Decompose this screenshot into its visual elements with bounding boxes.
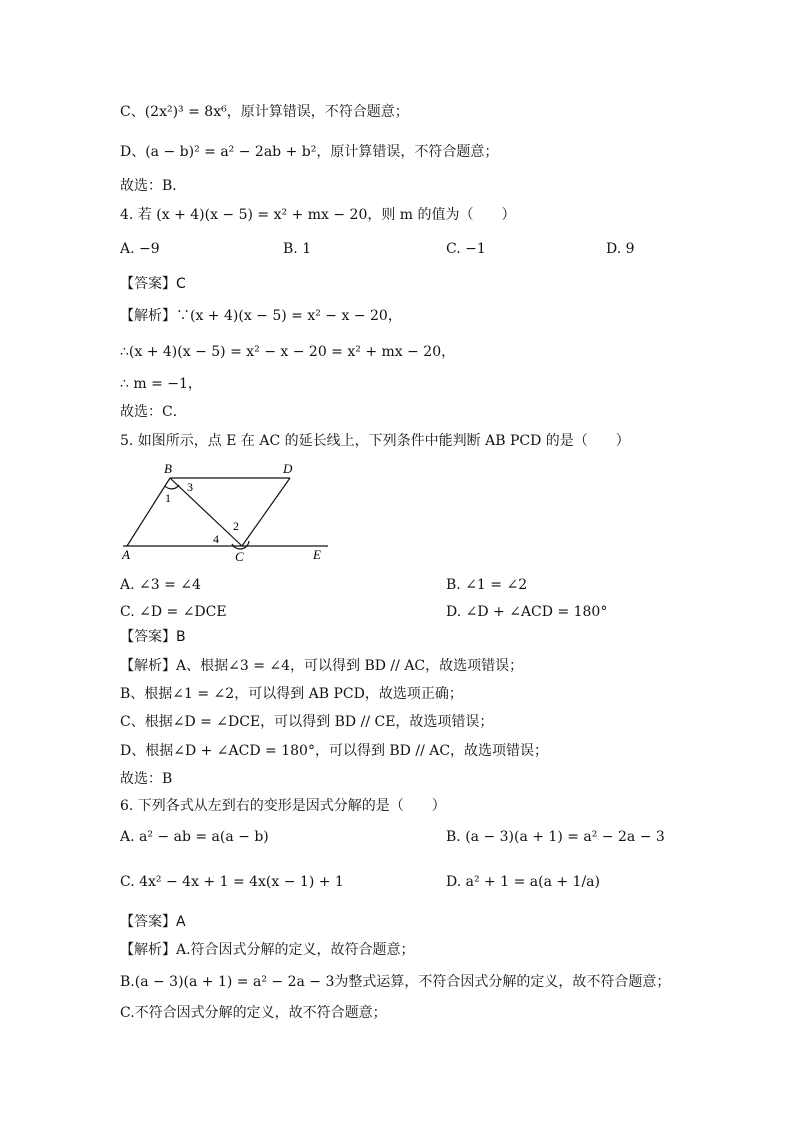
q5-choice: 故选：B xyxy=(120,771,173,787)
q4-explanation-2: ∴(x + 4)(x − 5) = x² − x − 20 = x² + mx − 20， xyxy=(120,344,456,360)
prev-option-d: D、(a − b)² = a² − 2ab + b²，原计算错误，不符合题意； xyxy=(120,144,499,160)
prev-choice: 故选：B． xyxy=(120,178,187,194)
q4-option-a: A. −9 xyxy=(120,241,160,257)
q4-option-b: B. 1 xyxy=(283,241,312,257)
q5-option-d: D. ∠D + ∠ACD = 180° xyxy=(446,604,608,620)
geometry-figure xyxy=(118,458,338,566)
q6-answer: 【答案】A xyxy=(120,914,186,930)
label-b: B xyxy=(164,461,172,476)
label-angle-3: 3 xyxy=(187,480,193,494)
question-4: 4. 若 (x + 4)(x − 5) = x² + mx − 20，则 m 的值为（ ） xyxy=(120,207,516,223)
q4-option-d: D. 9 xyxy=(606,241,635,257)
q5-explanation-1: 【解析】A、根据∠3 = ∠4，可以得到 BD // AC，故选项错误； xyxy=(120,658,524,674)
q6-explanation-1: 【解析】A.符合因式分解的定义，故符合题意； xyxy=(120,942,415,958)
q6-option-d: D. a² + 1 = a(a + 1/a) xyxy=(446,874,600,890)
q5-option-a: A. ∠3 = ∠4 xyxy=(120,577,201,593)
q5-explanation-2: B、根据∠1 = ∠2，可以得到 AB PCD，故选项正确； xyxy=(120,686,463,702)
q4-option-c: C. −1 xyxy=(446,241,486,257)
label-angle-2: 2 xyxy=(233,519,239,533)
q4-explanation-1: 【解析】∵(x + 4)(x − 5) = x² − x − 20， xyxy=(120,308,402,324)
q5-explanation-4: D、根据∠D + ∠ACD = 180°，可以得到 BD // AC，故选项错误； xyxy=(120,743,549,759)
label-d: D xyxy=(283,461,293,476)
q5-option-b: B. ∠1 = ∠2 xyxy=(446,577,528,593)
label-a: A xyxy=(122,547,130,562)
q5-explanation-3: C、根据∠D = ∠DCE，可以得到 BD // CE，故选项错误； xyxy=(120,714,494,730)
question-6: 6. 下列各式从左到右的变形是因式分解的是（ ） xyxy=(120,798,446,814)
label-e: E xyxy=(313,547,321,562)
q6-explanation-3: C.不符合因式分解的定义，故不符合题意； xyxy=(120,1005,387,1021)
q6-option-b: B. (a − 3)(a + 1) = a² − 2a − 3 xyxy=(446,829,665,845)
angle-arc-b xyxy=(165,485,179,489)
q4-choice: 故选：C． xyxy=(120,404,187,420)
q6-option-a: A. a² − ab = a(a − b) xyxy=(120,829,269,845)
segment-ab xyxy=(127,478,170,546)
label-angle-4: 4 xyxy=(213,532,219,546)
segment-dc xyxy=(242,478,290,546)
label-angle-1: 1 xyxy=(165,491,171,505)
segment-bc xyxy=(170,478,242,546)
prev-option-c: C、(2x²)³ = 8x⁶，原计算错误，不符合题意； xyxy=(120,104,409,120)
q5-option-c: C. ∠D = ∠DCE xyxy=(120,604,227,620)
question-5: 5. 如图所示，点 E 在 AC 的延长线上，下列条件中能判断 AB PCD 的是（ ） xyxy=(120,433,630,449)
q6-option-c: C. 4x² − 4x + 1 = 4x(x − 1) + 1 xyxy=(120,874,344,890)
label-c: C xyxy=(235,549,244,564)
q5-answer: 【答案】B xyxy=(120,629,186,645)
q6-explanation-2: B.(a − 3)(a + 1) = a² − 2a − 3为整式运算，不符合因式分解的定义，故不符合题意； xyxy=(120,974,671,990)
q4-explanation-3: ∴ m = −1， xyxy=(120,376,202,392)
q4-answer: 【答案】C xyxy=(120,276,186,292)
